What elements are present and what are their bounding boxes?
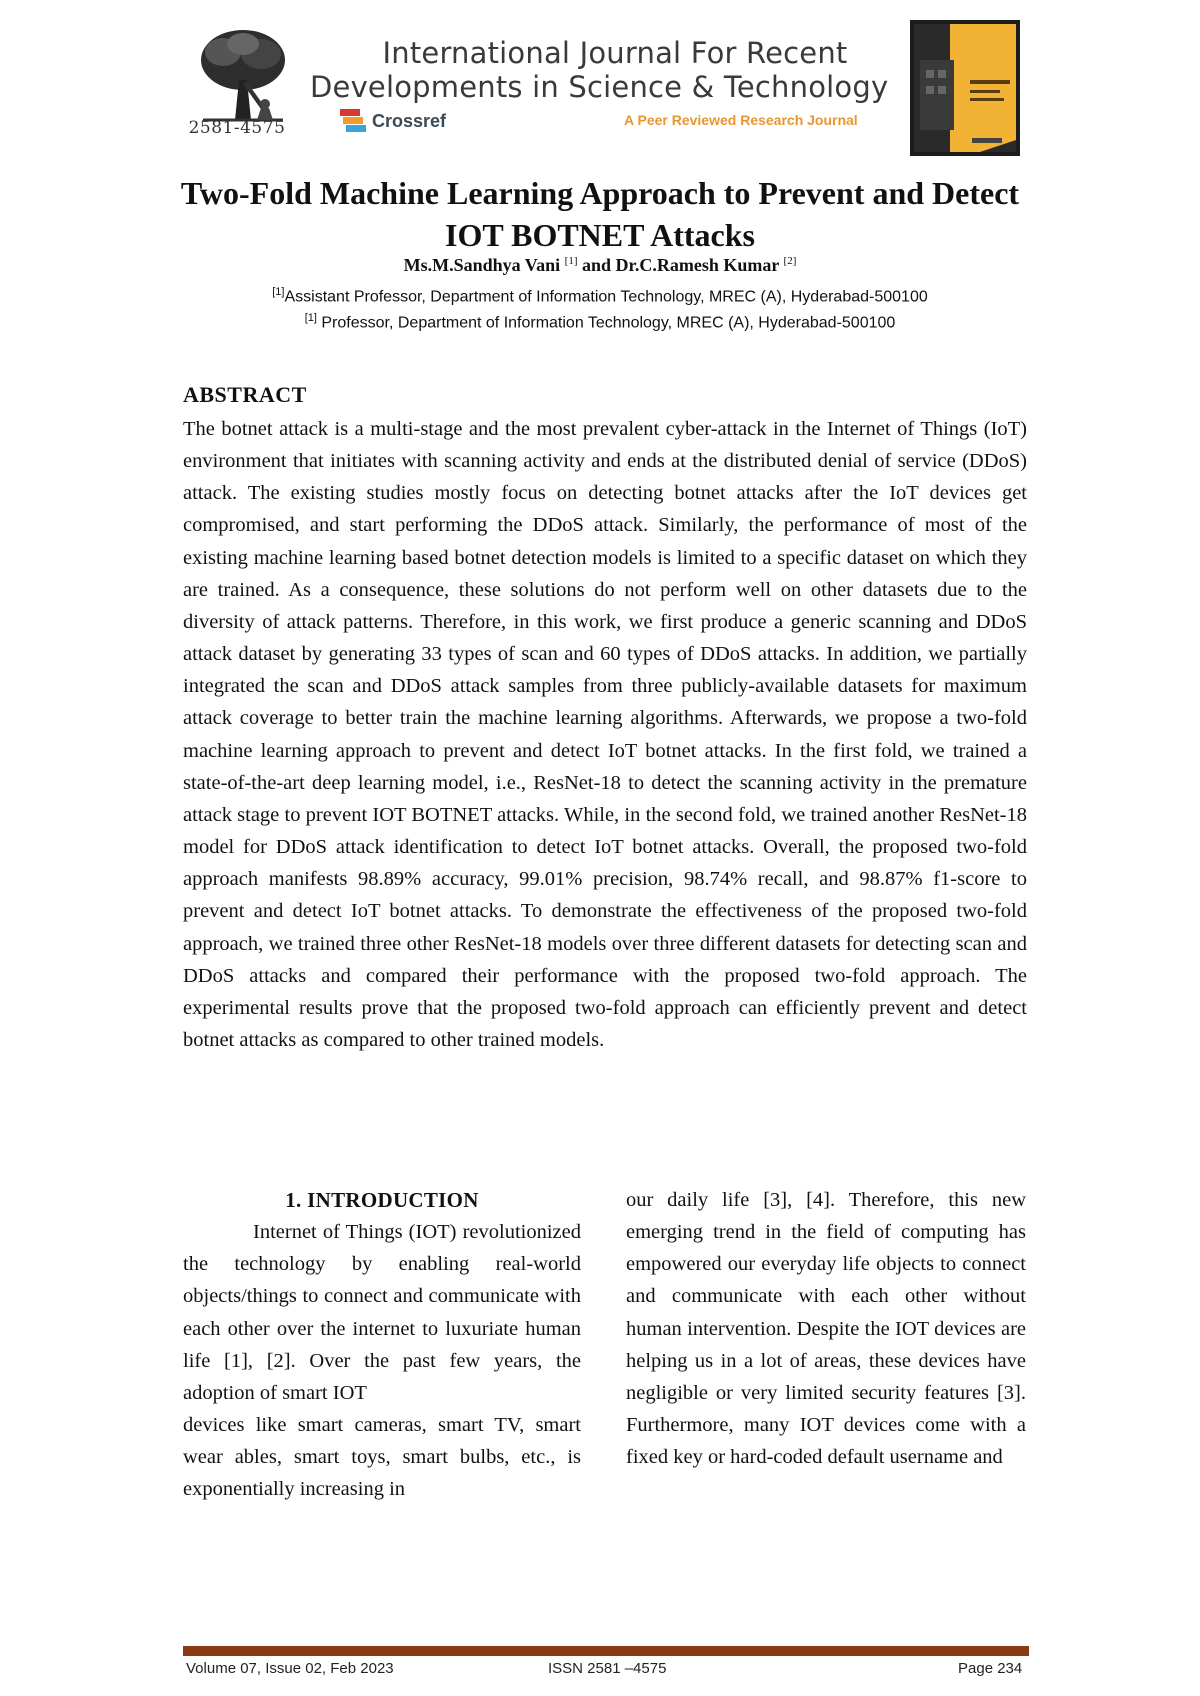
affiliation-1-text: Assistant Professor, Department of Information Technology, MREC (A), Hyderabad-500100 bbox=[284, 288, 928, 306]
author-2-marker: [2] bbox=[783, 255, 797, 267]
footer-issn: ISSN 2581 –4575 bbox=[548, 1660, 667, 1677]
author-line bbox=[150, 255, 1050, 276]
affiliation-1-marker: [1] bbox=[272, 286, 285, 298]
intro-left-column bbox=[183, 1184, 581, 1506]
affiliation-2-text: Professor, Department of Information Technology, MREC (A), Hyderabad-500100 bbox=[316, 314, 896, 332]
journal-cover-thumbnail-icon bbox=[910, 20, 1020, 156]
author-1-name: Ms.M.Sandhya Vani bbox=[403, 255, 561, 275]
journal-title bbox=[310, 36, 910, 104]
author-2-name: Dr.C.Ramesh Kumar bbox=[615, 255, 780, 275]
journal-issn-code: 2581-4575 bbox=[188, 118, 286, 138]
journal-tagline: A Peer Reviewed Research Journal bbox=[624, 112, 858, 128]
affiliation-2 bbox=[150, 312, 1050, 332]
affiliation-1 bbox=[150, 286, 1050, 306]
crossref-label: Crossref bbox=[372, 110, 447, 131]
paper-title: Two-Fold Machine Learning Approach to Prevent and Detect IOT BOTNET Attacks bbox=[180, 175, 1020, 253]
crossref-logo-icon bbox=[340, 109, 366, 133]
journal-tree-logo-icon bbox=[193, 24, 293, 124]
footer-volume: Volume 07, Issue 02, Feb 2023 bbox=[186, 1660, 394, 1677]
intro-right-paragraph: our daily life [3], [4]. Therefore, this new emerging trend in the field of computing has empowered our everyday life objects to connect and communicate with each other without human intervention. Despite the IOT devices are helping us in a lot of areas, these devices have negligible or very limited security features [3]. Furthermore, many IOT devices come with a fixed key or hard-coded default username and bbox=[626, 1189, 1026, 1469]
footer-divider bbox=[183, 1646, 1029, 1656]
abstract-heading: ABSTRACT bbox=[183, 382, 307, 407]
footer-page-number: Page 234 bbox=[958, 1660, 1023, 1677]
intro-left-paragraph-2: devices like smart cameras, smart TV, smart wear ables, smart toys, smart bulbs, etc., is exponentially increasing in bbox=[183, 1414, 581, 1501]
intro-right-column bbox=[626, 1184, 1026, 1473]
journal-title-line2: Developments in Science & Technology bbox=[310, 70, 889, 104]
author-connector: and bbox=[582, 255, 612, 275]
journal-title-line1: International Journal For Recent bbox=[382, 36, 848, 70]
intro-left-paragraph-1: Internet of Things (IOT) revolutionized the technology by enabling real-world objects/things to connect and communicate with each other over the internet to luxuriate human life [1], [2]. Over the past few years, the adoption of smart IOT bbox=[183, 1221, 581, 1404]
abstract-body: The botnet attack is a multi-stage and the most prevalent cyber-attack in the Internet of Things (IoT) environment that initiates with scanning activity and ends at the distributed denial of service (DDoS) attack. The existing studies mostly focus on detecting botnet attacks after the IoT devices get compromised, and start performing the DDoS attack. Similarly, the performance of most of the existing machine learning based botnet detection models is limited to a specific dataset on which they are trained. As a consequence, these solutions do not perform well on other datasets due to the diversity of attack patterns. Therefore, in this work, we first produce a generic scanning and DDoS attack dataset by generating 33 types of scan and 60 types of DDoS attacks. In addition, we partially integrated the scan and DDoS attack samples from three publicly-available datasets for maximum attack coverage to better train the machine learning algorithms. Afterwards, we propose a two-fold machine learning approach to prevent and detect IoT botnet attacks. In the first fold, we trained a state-of-the-art deep learning model, i.e., ResNet-18 to detect the scanning activity in the premature attack stage to prevent IOT BOTNET attacks. While, in the second fold, we trained another ResNet-18 model for DDoS attack identification to detect IoT botnet attacks. Overall, the proposed two-fold approach manifests 98.89% accuracy, 99.01% precision, 98.74% recall, and 98.87% f1-score to prevent and detect IoT botnet attacks. To demonstrate the effectiveness of the proposed two-fold approach, we trained three other ResNet-18 models over three different datasets for detecting scan and DDoS attacks and compared their performance with the proposed two-fold approach. The experimental results prove that the proposed two-fold approach can efficiently prevent and detect botnet attacks as compared to other trained models. bbox=[183, 418, 1027, 1051]
affiliation-2-marker: [1] bbox=[304, 312, 317, 324]
introduction-heading: 1. INTRODUCTION bbox=[285, 1188, 479, 1212]
crossref-badge[interactable] bbox=[340, 106, 446, 136]
author-1-marker: [1] bbox=[564, 255, 578, 267]
